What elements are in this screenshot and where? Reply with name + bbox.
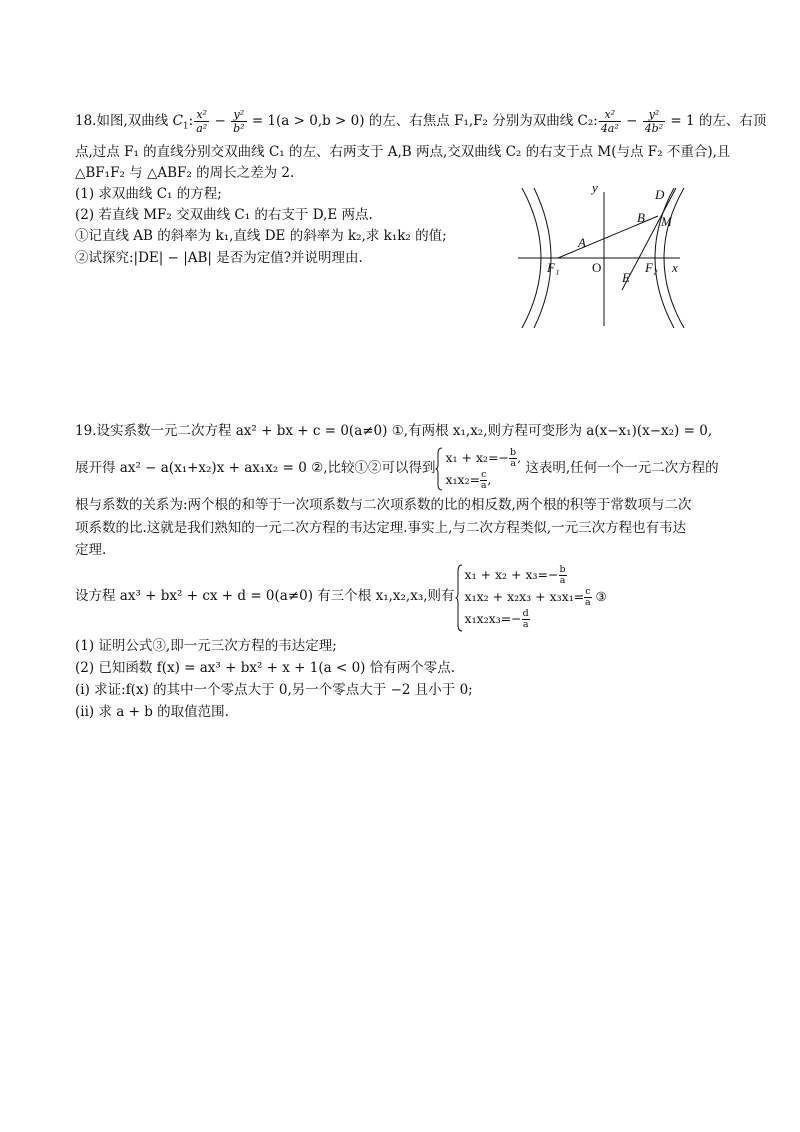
left-brace-icon [435, 447, 443, 491]
q18-part1: (1) 求双曲线 C₁ 的方程; [75, 186, 222, 202]
figure-labels [546, 180, 678, 285]
sys2-row3-frac [522, 609, 530, 630]
q18-frac-y2-4b2 [643, 108, 665, 135]
q19-line1: 19.设实系数一元二次方程 ax² + bx + c = 0(a≠0) ①,有两根 x₁,x₂,则方程可变形为 a(x−x₁)(x−x₂) = 0, [75, 423, 713, 439]
vieta-quadratic-sum [445, 447, 521, 469]
q18-frac-y2-b2 [231, 108, 246, 135]
sys1-row1-lhs: x₁ + x₂=− [445, 449, 509, 465]
q18-frac-x2b: x² [599, 108, 621, 122]
q18-colon: : [188, 113, 194, 129]
q19-line4: 项系数的比.这就是我们熟知的一元二次方程的韦达定理.事实上,与二次方程类似,一元三次方程也有韦达 [75, 520, 687, 536]
sys1-row2-tail: , [487, 471, 492, 487]
q18-frac-x2: x² [194, 108, 209, 122]
q18-minus: − [210, 113, 231, 129]
sys2-row1-frac [559, 565, 567, 586]
q18-line1-prefix: 18.如图,双曲线 [75, 113, 173, 129]
q19-line5: 定理. [75, 542, 107, 558]
vieta-cubic-sum [465, 564, 607, 586]
label-f1: F₁ [547, 260, 560, 275]
left-brace-icon [455, 564, 463, 632]
sys2-row3-lhs: x₁x₂x₃=− [464, 610, 522, 626]
label-b: B [637, 210, 645, 225]
q19-part1: (1) 证明公式③,即一元三次方程的韦达定理; [75, 638, 337, 654]
vieta-cubic-pairs [465, 586, 607, 608]
q19-part2: (2) 已知函数 f(x) = ax³ + bx² + x + 1(a < 0) 恰有两个零点. [75, 660, 456, 676]
q19-line2-suffix: 这表明,任何一个一元二次方程的 [521, 460, 719, 476]
sys2-row2-lhs: x₁x₂ + x₂x₃ + x₃x₁= [464, 588, 585, 604]
q18-minus-2: − [621, 113, 642, 129]
q18-frac-x2-a2 [194, 108, 209, 135]
vieta-cubic-system [455, 564, 607, 630]
q18-part2-2: ②试探究:|DE| − |AB| 是否为定值?并说明理由. [75, 250, 363, 266]
q18-frac-a2: a² [196, 122, 208, 135]
sys2-row2-num: c [585, 585, 591, 597]
sys2-row2-tail: ③ [591, 588, 607, 604]
q18-line1 [75, 108, 766, 140]
q18-frac-x2-4a2 [599, 108, 621, 135]
q19-part2-i: (i) 求证:f(x) 的其中一个零点大于 0,另一个零点大于 −2 且小于 0; [75, 682, 473, 698]
label-y: y [592, 180, 598, 195]
label-origin: O [592, 260, 602, 275]
q18-line2: 点,过点 F₁ 的直线分别交双曲线 C₁ 的左、右两支于 A,B 两点,交双曲线 C₂ 的右支于点 M(与点 F₂ 不重合),且 [75, 144, 731, 160]
sys1-row2-lhs: x₁x₂= [445, 471, 481, 487]
sys1-row1-den: a [510, 457, 516, 469]
sys2-row1-den: a [559, 574, 566, 586]
label-a: A [578, 235, 586, 250]
q18-frac-y2: y² [231, 108, 246, 122]
q18-frac-4b2: 4b² [644, 122, 664, 135]
label-m: M [661, 214, 672, 229]
sys1-row1-num: b [509, 446, 517, 458]
sys1-row2-den: a [480, 479, 487, 491]
hyperbola-figure [518, 180, 690, 328]
sys2-row1-num: b [559, 563, 566, 575]
q18-eq1-cond: = 1(a > 0,b > 0) 的左、右焦点 F₁,F₂ 分别为双曲线 C₂: [247, 113, 598, 129]
sys1-row2-num: c [481, 468, 487, 480]
vieta-quadratic-product [445, 469, 521, 491]
q18-frac-4a2: 4a² [600, 122, 619, 135]
label-d: D [655, 187, 665, 202]
q18-line3: △BF₁F₂ 与 △ABF₂ 的周长之差为 2. [75, 165, 295, 181]
q18-c1-sub: 1 [182, 121, 189, 132]
q19-line3: 根与系数的关系为:两个根的和等于一次项系数与二次项系数的比的相反数,两个根的积等于常数项与二次 [75, 497, 692, 513]
sys2-row3-num: d [522, 607, 529, 619]
q18-part2: (2) 若直线 MF₂ 交双曲线 C₁ 的右支于 D,E 两点. [75, 207, 373, 223]
q18-part2-1: ①记直线 AB 的斜率为 k₁,直线 DE 的斜率为 k₂,求 k₁k₂ 的值; [75, 228, 447, 244]
sys1-row1-tail: , [517, 449, 522, 465]
sys1-row1-frac [509, 448, 517, 469]
vieta-quadratic-system [435, 447, 521, 491]
label-f2: F₂ [645, 260, 658, 275]
sys2-row1-lhs: x₁ + x₂ + x₃=− [464, 566, 559, 582]
q18-c1-label: C [172, 113, 183, 129]
q18-frac-y2b: y² [643, 108, 665, 122]
label-x: x [672, 260, 678, 275]
q18-line1-suffix: = 1 的左、右顶 [666, 113, 767, 129]
q19-line6-prefix: 设方程 ax³ + bx² + cx + d = 0(a≠0) 有三个根 x₁,x₂,x₃,则有 [75, 588, 455, 604]
sys2-row2-den: a [585, 596, 591, 608]
q19-line2 [75, 445, 719, 491]
sys2-row2-frac [584, 587, 591, 608]
q19-line6 [75, 560, 607, 632]
label-e: E [622, 270, 630, 285]
q19-part2-ii: (ii) 求 a + b 的取值范围. [75, 704, 229, 720]
q19-line2-prefix: 展开得 ax² − a(x₁+x₂)x + ax₁x₂ = 0 ②,比较①②可以得到 [75, 460, 436, 476]
sys2-row3-den: a [522, 618, 529, 630]
vieta-cubic-product [465, 608, 607, 630]
q18-frac-b2: b² [233, 122, 245, 135]
